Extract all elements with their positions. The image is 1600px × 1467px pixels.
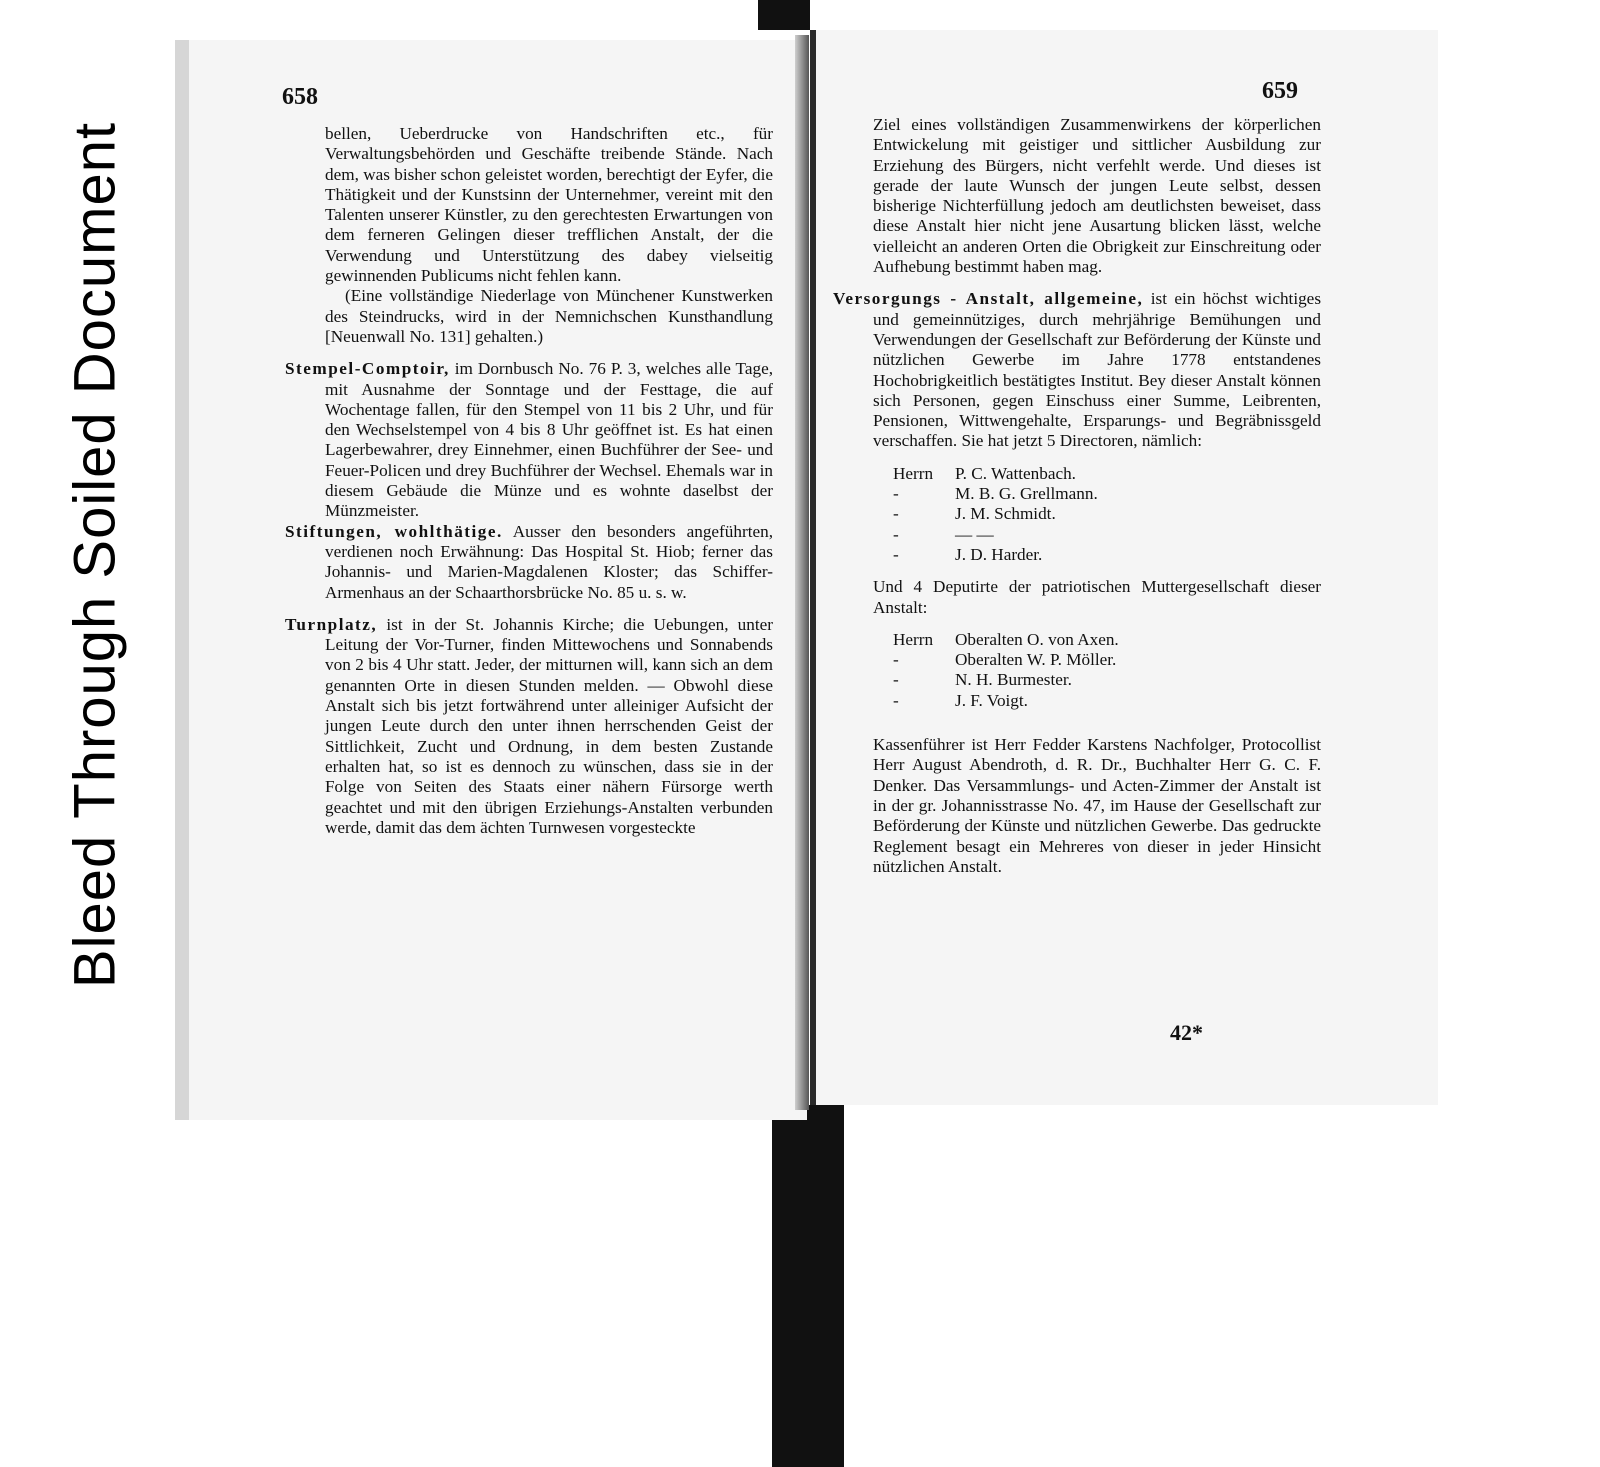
list-item: - J. D. Harder.: [893, 544, 1043, 564]
entry-versorgungs-anstalt: Versorgungs - Anstalt, allgemeine, ist ein höchst wichtiges und gemeinnütziges, durch mehrjährige Bemühungen und Verwendungen der Gesellschaft zur Beförderung der Künste und nützlichen Gewerbe im Jahre 1778 entstandenes Hochobrigkeitlich bestätigtes Institut. Bey dieser Anstalt können sich Personen, gegen Einschuss einer Summe, Leibrenten, Pensionen, Wittwengehalte, Ersparungs- und Begräbnissgeld verschaffen. Sie hat jetzt 5 Directoren, nämlich:: [833, 289, 1322, 451]
list-item: - J. F. Voigt.: [893, 690, 1028, 710]
directors-list: [833, 464, 1321, 565]
list-item: - J. M. Schmidt.: [893, 504, 1056, 524]
list-item: - Oberalten W. P. Möller.: [893, 650, 1117, 670]
list-item: - — —: [893, 524, 994, 544]
left-page-number: 658: [282, 84, 318, 110]
entry-stempel-comptoir: Stempel-Comptoir, im Dornbusch No. 76 P. 3, welches alle Tage, mit Ausnahme der Sonntage und der Festtage, die auf Wochentage fallen, für den Stempel von 11 bis 2 Uhr, und für den Wechselstempel von 4 bis 8 Uhr geöffnet ist. Es hat einen Lagerbewahrer, drey Einnehmer, einen Buchführer der See- und Feuer-Policen und drey Buchführer der Wechsel. Ehemals war in diesem Gebäude die Münze und es wohnte daselbst der Münzmeister.: [285, 359, 774, 521]
left-continuation: bellen, Ueberdrucke von Handschriften etc., für Verwaltungsbehörden und Geschäfte treibende Stände. Nach dem, was bisher schon geleistet worden, berechtigt der Eyfer, die Thätigkeit und der Kunstsinn der Unternehmer, vereint mit den Talenten unserer Künstler, zu den gerechtesten Erwartungen von dem ferneren Gelingen dieser trefflichen Anstalt, der die Verwendung und Unterstützung des dabey vielseitig gewinnenden Publicums nicht fehlen kann.: [325, 124, 773, 286]
banner-text: Bleed Through Soiled Document: [62, 121, 128, 989]
gutter-shadow: [795, 35, 809, 1110]
watermark-banner: [60, 60, 130, 1050]
signature-mark: 42*: [1170, 1020, 1203, 1045]
deputies-list: [833, 630, 1321, 711]
list-item: - M. B. G. Grellmann.: [893, 484, 1098, 504]
binding-tab-top: [758, 0, 810, 30]
binding-tab-bottom: [772, 1105, 844, 1467]
list-item: - N. H. Burmester.: [893, 670, 1072, 690]
closing-paragraph: Kassenführer ist Herr Fedder Karstens Nachfolger, Protocollist Herr August Abendroth, d. R. Dr., Buchhalter Herr G. C. F. Denker. Das Versammlungs- und Acten-Zimmer der Anstalt ist in der gr. Johannisstrasse No. 47, im Hause der Gesellschaft zur Beförderung der Künste und nützlichen Gewerbe. Das gedruckte Reglement besagt ein Mehreres von dieser in jeder Hinsicht nützlichen Anstalt.: [873, 735, 1321, 876]
list-item: Herrn P. C. Wattenbach.: [893, 463, 1076, 483]
entry-turnplatz: Turnplatz, ist in der St. Johannis Kirche; die Uebungen, unter Leitung der Vor-Turner, finden Mittewochens und Sonnabends von 2 bis 4 Uhr statt. Jeder, der mitturnen will, kann sich an dem genannten Orte in diesen Stunden melden. — Obwohl diese Anstalt sich bis jetzt fortwährend unter alleiniger Aufsicht der jungen Leute durch den unter ihnen herrschenden Geist der Sittlichkeit, Zucht und Ordnung, in dem besten Zustande erhalten hat, so ist es dennoch zu wünschen, dass sie in der Folge von Seiten des Staats einer nähern Fürsorge werth geachtet und mit den übrigen Erziehungs-Anstalten verbunden werde, damit das dem ächten Turnwesen vorgesteckte: [285, 614, 773, 837]
left-text-column: [285, 124, 773, 838]
list-item: Herrn Oberalten O. von Axen.: [893, 629, 1119, 649]
deputies-intro: Und 4 Deputirte der patriotischen Muttergesellschaft dieser Anstalt:: [873, 577, 1321, 617]
right-page-number: 659: [1262, 78, 1298, 104]
right-continuation: Ziel eines vollständigen Zusammenwirkens der körperlichen Entwickelung mit geistiger und sittlicher Ausbildung zur Erziehung des Bürgers, nicht verfehlt werde. Und dieses ist gerade der laute Wunsch der jungen Leute selbst, dessen bisherige Nichterfüllung jedoch am deutlichsten beweiset, dass diese Anstalt hier nicht jene Ausartung blicken lässt, welche vielleicht an anderen Orten die Obrigkeit zur Einschreitung oder Aufhebung bestimmt haben mag.: [873, 115, 1321, 277]
entry-stiftungen: Stiftungen, wohlthätige. Ausser den besonders angeführten, verdienen noch Erwähnung: Das Hospital St. Hiob; ferner das Johannis- und Marien-Magdalenen Kloster; das Schiffer-Armenhaus an der Schaarthorsbrücke No. 85 u. s. w.: [285, 521, 773, 602]
left-note: (Eine vollständige Niederlage von Münchener Kunstwerken des Steindrucks, wird in der Nemnichschen Kunsthandlung [Neuenwall No. 131] gehalten.): [325, 286, 773, 346]
right-text-column: [833, 115, 1321, 877]
